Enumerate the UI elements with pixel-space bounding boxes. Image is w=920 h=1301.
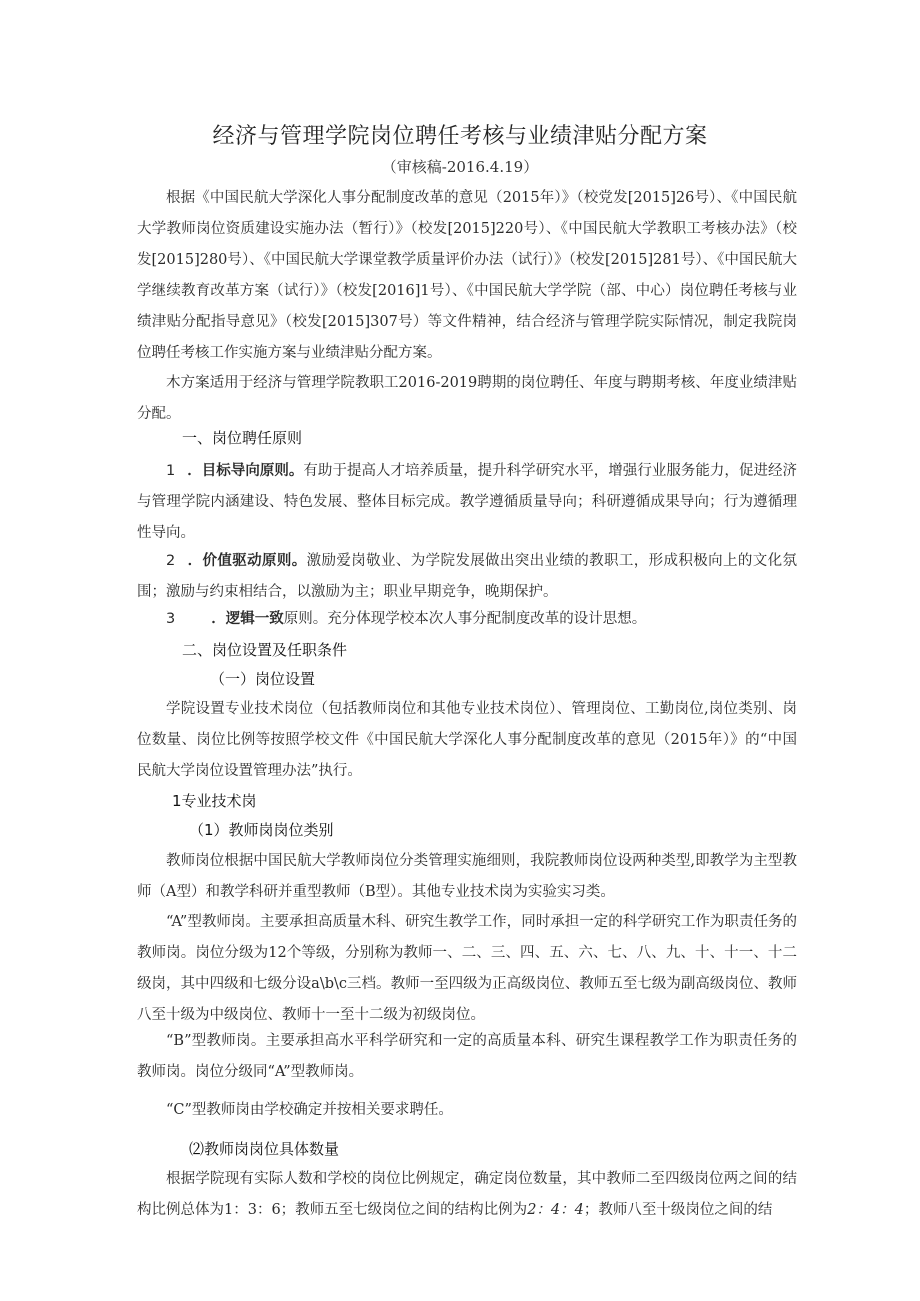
document-title: 经济与管理学院岗位聘任考核与业绩津贴分配方案 xyxy=(212,124,708,149)
type-b-paragraph: “B”型教师岗。主要承担高水平科学研究和一定的高质量本科、研究生课程教学工作为职责任务的教师岗。岗位分级同“A”型教师岗。 xyxy=(137,1033,797,1080)
principle-3-number: 3 xyxy=(166,611,176,627)
professional-technical-heading: 1专业技术岗 xyxy=(172,792,257,810)
teacher-post-quantity-heading: ⑵教师岗岗位具体数量 xyxy=(189,1140,340,1158)
scope-paragraph: 木方案适用于经济与管理学院教职工2016-2019聘期的岗位聘任、年度与聘期考核、年度业绩津贴分配。 xyxy=(137,375,797,422)
type-c-paragraph: “C”型教师岗由学校确定并按相关要求聘任。 xyxy=(166,1102,453,1118)
principle-2-paragraph xyxy=(137,546,797,608)
section1-heading: 一、岗位聘任原则 xyxy=(182,429,303,447)
principle-1-lead: ．目标导向原则。 xyxy=(187,463,304,479)
teacher-post-category-heading: （1）教师岗岗位类别 xyxy=(189,821,334,839)
principle-3-lead: ．逻辑一致 xyxy=(211,611,284,627)
principle-2-text: 激励爱岗敬业、为学院发展做出突出业绩的教职工，形成积极向上的文化氛围；激励与约束相结合，以激励为主；职业早期竞争，晚期保护。 xyxy=(137,553,798,600)
principle-2-number: 2 xyxy=(166,553,176,569)
principle-3-text: 原则。充分体现学校本次人事分配制度改革的设计思想。 xyxy=(283,611,647,627)
principle-3-paragraph xyxy=(137,604,797,635)
intro-paragraph: 根据《中国民航大学深化人事分配制度改革的意见（2015年）》（校党发[2015]26号）、《中国民航大学教师岗位资质建设实施办法（暂行）》（校发[2015]220号）、《中国民航大学教职工考核办法》（校发[2015]280号）、《中国民航大学课堂教学质量评价办法（试行）》（校发[2015]281号）、《中国民航大学继续教育改革方案（试行）》（校发[2016]1号）、《中国民航大学学院（部、中心）岗位聘任考核与业绩津贴分配指导意见》（校发[2015]307号）等文件精神，结合经济与管理学院实际情况，制定我院岗位聘任考核工作实施方案与业绩津贴分配方案。 xyxy=(137,190,797,361)
quantity-ratio: 2：4：4 xyxy=(527,1202,584,1218)
document-subtitle: （审核稿-2016.4.19） xyxy=(381,158,539,176)
subsection-post-setup: （一）岗位设置 xyxy=(210,670,316,688)
quantity-text-end: ；教师八至十级岗位之间的结 xyxy=(583,1202,773,1218)
section2-heading: 二、岗位设置及任职条件 xyxy=(182,641,348,659)
quantity-paragraph xyxy=(137,1164,797,1226)
principle-2-lead: ．价值驱动原则。 xyxy=(187,553,307,569)
principle-1-text: 有助于提高人才培养质量，提升科学研究水平，增强行业服务能力，促进经济与管理学院内涵建设、特色发展、整体目标完成。教学遵循质量导向；科研遵循成果导向；行为遵循理性导向。 xyxy=(137,463,798,541)
teacher-types-paragraph: 教师岗位根据中国民航大学教师岗位分类管理实施细则，我院教师岗位设两种类型,即教学为主型教师（A型）和教学科研并重型教师（B型）。其他专业技术岗为实验实习类。 xyxy=(137,853,797,900)
principle-1-paragraph xyxy=(137,456,797,549)
type-a-paragraph: “A”型教师岗。主要承担高质量木科、研究生教学工作，同时承担一定的科学研究工作为职责任务的教师岗。岗位分级为12个等级，分别称为教师一、二、三、四、五、六、七、八、九、十、十一、十二级岗，其中四级和七级分设a\b\c三档。教师一至四级为正高级岗位、教师五至七级为副高级岗位、教师八至十级为中级岗位、教师十一至十二级为初级岗位。 xyxy=(137,914,797,1023)
principle-1-number: 1 xyxy=(166,463,176,479)
post-setup-paragraph: 学院设置专业技术岗位（包括教师岗位和其他专业技术岗位）、管理岗位、工勤岗位,岗位类别、岗位数量、岗位比例等按照学校文件《中国民航大学深化人事分配制度改革的意见（2015年）》的“中国民航大学岗位设置管理办法”执行。 xyxy=(137,701,797,779)
quantity-text-start: 根据学院现有实际人数和学校的岗位比例规定，确定岗位数量，其中教师二至四级岗位两之间的结构比例总体为1：3：6；教师五至七级岗位之间的结构比例为 xyxy=(137,1171,797,1218)
